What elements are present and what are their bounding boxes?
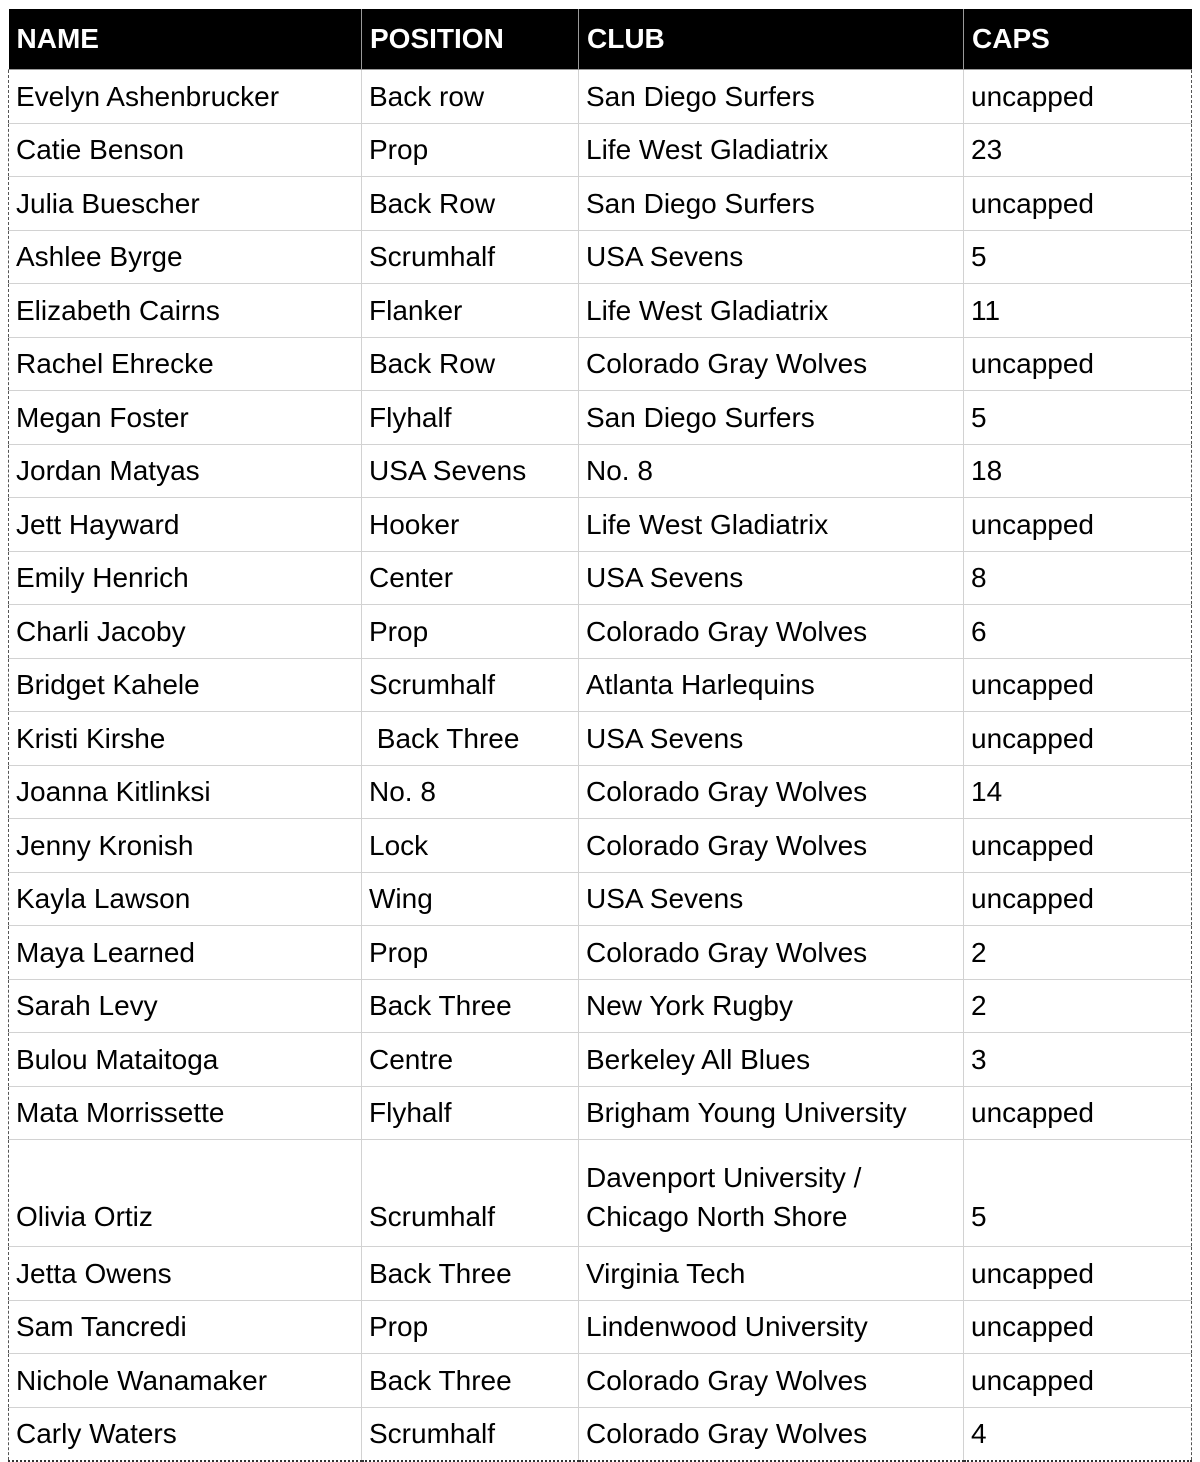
table-row: [9, 1354, 1192, 1408]
cell-caps: 5: [964, 230, 1192, 284]
header-caps: CAPS: [964, 9, 1192, 70]
cell-name: Elizabeth Cairns: [9, 284, 362, 338]
table-row: [9, 123, 1192, 177]
cell-club: USA Sevens: [579, 551, 964, 605]
cell-position: Back Row: [362, 337, 579, 391]
header-name: NAME: [9, 9, 362, 70]
header-position: POSITION: [362, 9, 579, 70]
cell-position: Scrumhalf: [362, 1140, 579, 1247]
cell-club: Life West Gladiatrix: [579, 284, 964, 338]
cell-caps: uncapped: [964, 819, 1192, 873]
cell-position: Center: [362, 551, 579, 605]
cell-club: Davenport University / Chicago North Shore: [579, 1140, 964, 1247]
cell-caps: 4: [964, 1407, 1192, 1461]
table-row: [9, 1140, 1192, 1247]
cell-position: Scrumhalf: [362, 658, 579, 712]
cell-caps: uncapped: [964, 1086, 1192, 1140]
cell-name: Jetta Owens: [9, 1247, 362, 1301]
cell-name: Jenny Kronish: [9, 819, 362, 873]
cell-name: Joanna Kitlinksi: [9, 765, 362, 819]
cell-name: Maya Learned: [9, 926, 362, 980]
cell-position: Back Three: [362, 979, 579, 1033]
cell-club: Virginia Tech: [579, 1247, 964, 1301]
cell-name: Megan Foster: [9, 391, 362, 445]
cell-name: Jett Hayward: [9, 498, 362, 552]
cell-name: Charli Jacoby: [9, 605, 362, 659]
cell-club: Colorado Gray Wolves: [579, 765, 964, 819]
cell-caps: uncapped: [964, 872, 1192, 926]
cell-club: Colorado Gray Wolves: [579, 337, 964, 391]
cell-position: Flanker: [362, 284, 579, 338]
cell-caps: 5: [964, 1140, 1192, 1247]
header-club: CLUB: [579, 9, 964, 70]
table-row: [9, 1247, 1192, 1301]
cell-caps: 8: [964, 551, 1192, 605]
cell-caps: 3: [964, 1033, 1192, 1087]
cell-club: Colorado Gray Wolves: [579, 1407, 964, 1461]
cell-club: San Diego Surfers: [579, 70, 964, 124]
cell-name: Evelyn Ashenbrucker: [9, 70, 362, 124]
cell-position: Prop: [362, 605, 579, 659]
table-row: [9, 658, 1192, 712]
cell-club: Life West Gladiatrix: [579, 123, 964, 177]
table-row: [9, 605, 1192, 659]
cell-name: Sam Tancredi: [9, 1300, 362, 1354]
cell-name: Emily Henrich: [9, 551, 362, 605]
cell-position: Prop: [362, 123, 579, 177]
table-row: [9, 284, 1192, 338]
cell-club: San Diego Surfers: [579, 391, 964, 445]
cell-name: Rachel Ehrecke: [9, 337, 362, 391]
cell-name: Sarah Levy: [9, 979, 362, 1033]
cell-name: Carly Waters: [9, 1407, 362, 1461]
table-row: [9, 444, 1192, 498]
cell-caps: 6: [964, 605, 1192, 659]
cell-position: Centre: [362, 1033, 579, 1087]
table-row: [9, 979, 1192, 1033]
cell-position: Back row: [362, 70, 579, 124]
cell-caps: uncapped: [964, 1354, 1192, 1408]
cell-position: Prop: [362, 1300, 579, 1354]
cell-caps: uncapped: [964, 177, 1192, 231]
table-row: [9, 819, 1192, 873]
cell-caps: 2: [964, 926, 1192, 980]
table-row: [9, 712, 1192, 766]
cell-caps: 2: [964, 979, 1192, 1033]
cell-name: Nichole Wanamaker: [9, 1354, 362, 1408]
cell-club: Lindenwood University: [579, 1300, 964, 1354]
table-header: [9, 9, 1192, 70]
cell-position: USA Sevens: [362, 444, 579, 498]
cell-position: Scrumhalf: [362, 1407, 579, 1461]
table-row: [9, 926, 1192, 980]
cell-position: Prop: [362, 926, 579, 980]
cell-club: Colorado Gray Wolves: [579, 605, 964, 659]
cell-caps: uncapped: [964, 70, 1192, 124]
cell-position: Scrumhalf: [362, 230, 579, 284]
table-row: [9, 1407, 1192, 1461]
cell-club: Colorado Gray Wolves: [579, 819, 964, 873]
cell-caps: uncapped: [964, 498, 1192, 552]
cell-position: Back Row: [362, 177, 579, 231]
table-row: [9, 337, 1192, 391]
cell-club: Berkeley All Blues: [579, 1033, 964, 1087]
cell-position: Back Three: [362, 1247, 579, 1301]
cell-club: Colorado Gray Wolves: [579, 1354, 964, 1408]
table-row: [9, 872, 1192, 926]
cell-name: Mata Morrissette: [9, 1086, 362, 1140]
cell-club: USA Sevens: [579, 230, 964, 284]
table-row: [9, 230, 1192, 284]
cell-caps: 18: [964, 444, 1192, 498]
table-row: [9, 177, 1192, 231]
cell-position: Flyhalf: [362, 391, 579, 445]
cell-caps: uncapped: [964, 337, 1192, 391]
table-row: [9, 70, 1192, 124]
cell-club: Life West Gladiatrix: [579, 498, 964, 552]
cell-position: Back Three: [362, 712, 579, 766]
header-row: [9, 9, 1192, 70]
cell-position: No. 8: [362, 765, 579, 819]
cell-name: Ashlee Byrge: [9, 230, 362, 284]
cell-name: Olivia Ortiz: [9, 1140, 362, 1247]
table-row: [9, 1086, 1192, 1140]
cell-club: New York Rugby: [579, 979, 964, 1033]
roster-table: [8, 9, 1192, 1462]
cell-position: Hooker: [362, 498, 579, 552]
cell-caps: 14: [964, 765, 1192, 819]
table-row: [9, 1033, 1192, 1087]
cell-name: Jordan Matyas: [9, 444, 362, 498]
cell-club: San Diego Surfers: [579, 177, 964, 231]
cell-club: No. 8: [579, 444, 964, 498]
cell-caps: uncapped: [964, 712, 1192, 766]
cell-name: Julia Buescher: [9, 177, 362, 231]
table-row: [9, 1300, 1192, 1354]
cell-name: Kayla Lawson: [9, 872, 362, 926]
roster-table-container: [8, 9, 1191, 1462]
table-row: [9, 391, 1192, 445]
cell-name: Catie Benson: [9, 123, 362, 177]
cell-caps: 23: [964, 123, 1192, 177]
table-body: [9, 70, 1192, 1462]
table-row: [9, 765, 1192, 819]
table-row: [9, 498, 1192, 552]
cell-caps: uncapped: [964, 658, 1192, 712]
cell-caps: 5: [964, 391, 1192, 445]
cell-caps: 11: [964, 284, 1192, 338]
cell-club: Atlanta Harlequins: [579, 658, 964, 712]
cell-position: Flyhalf: [362, 1086, 579, 1140]
cell-club: Colorado Gray Wolves: [579, 926, 964, 980]
cell-position: Wing: [362, 872, 579, 926]
cell-name: Kristi Kirshe: [9, 712, 362, 766]
cell-position: Back Three: [362, 1354, 579, 1408]
cell-club: Brigham Young University: [579, 1086, 964, 1140]
cell-club: USA Sevens: [579, 872, 964, 926]
cell-name: Bulou Mataitoga: [9, 1033, 362, 1087]
cell-position: Lock: [362, 819, 579, 873]
cell-name: Bridget Kahele: [9, 658, 362, 712]
cell-caps: uncapped: [964, 1247, 1192, 1301]
cell-club: USA Sevens: [579, 712, 964, 766]
cell-caps: uncapped: [964, 1300, 1192, 1354]
table-row: [9, 551, 1192, 605]
